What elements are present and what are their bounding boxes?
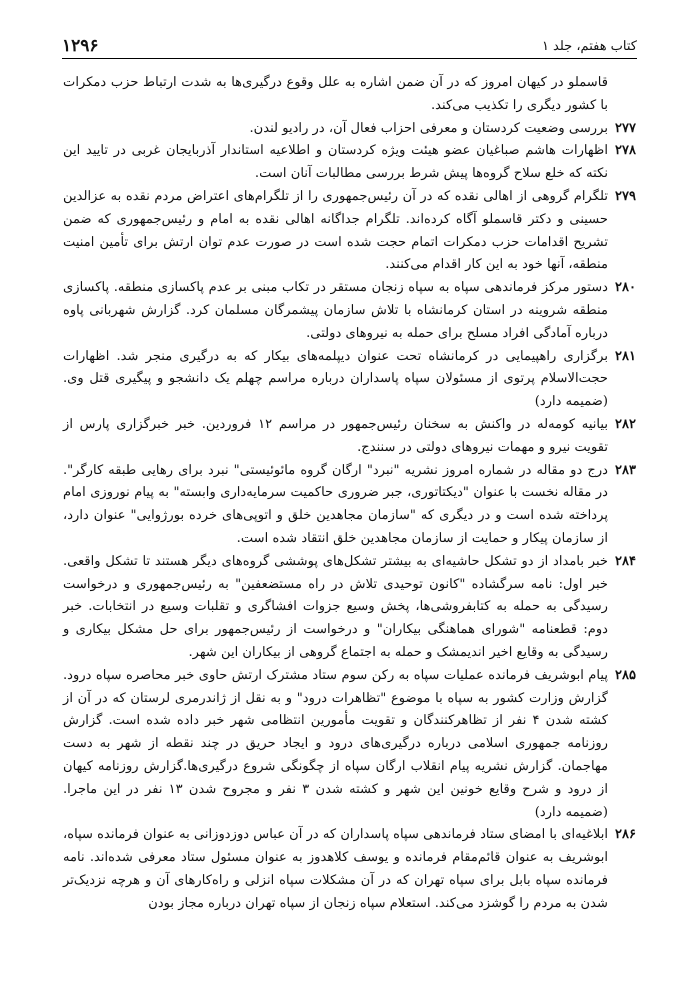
entry-text: تلگرام گروهی از اهالی نقده که در آن رئیس‌جمهوری را از تلگرام‌های اعتراض مردم نقده به عزالدین حسینی و دکتر قاسملو آگاه کرده‌اند. تلگرام جداگانه اهالی نقده به امام و رئیس‌جمهوری که ضمن تشریح اقدامات حزب دمکرات اتمام حجت شده است در صورت عدم توان ارتش برای تأمین امنیت منطقه، آنها خود به این کار اقدام می‌کنند. (63, 188, 608, 273)
entry-text: خبر بامداد از دو تشکل حاشیه‌ای به بیشتر تشکل‌های پوششی گروه‌های دیگر هستند تا تشکل واقعی. خبر اول: نامه سرگشاده "کانون توحیدی تلاش در راه مستضعفین" به رئیس‌جمهوری و درخواست رسیدگی به حمله به کتابفروشی‌ها، پخش وسیع جزوات افشاگری و تقلبات وسیع در انتخابات. خبر دوم: قطعنامه "شورای هماهنگی بیکاران" و درخواست از رئیس‌جمهور برای حل مشکل بیکاری و رسیدگی به وقایع اخیر اندیمشک و حمله به اجتماع گروهی از بیکاران این شهر. (63, 553, 608, 660)
entry-text: قاسملو در کیهان امروز که در آن ضمن اشاره به علل وقوع درگیری‌ها به شدت ارتباط حزب دمکرات با کشور دیگری را تکذیب می‌کند. (63, 75, 608, 113)
book-title: کتاب هفتم، جلد ۱ (541, 39, 637, 54)
entry-283 (63, 460, 636, 551)
entry-text: درج دو مقاله در شماره امروز نشریه "نبرد" ارگان گروه مائوئیستی" نبرد برای رهایی طبقه کارگر". در مقاله نخست با عنوان "دیکتاتوری، جبر ضروری حاکمیت سرمایه‌داری وابسته" به پیام نوروزی امام پرداخته شده است و در دیگری که "سازمان مجاهدین خلق و اتوپی‌های خرده بورژوایی" عنوان دارد، از سازمان پیکار و حمایت از سازمان مجاهدین خلق انتقاد شده است. (63, 462, 608, 546)
entry-number: ۲۸۳ (615, 462, 636, 478)
entry-number: ۲۸۰ (615, 280, 636, 296)
entry-continued (63, 72, 636, 118)
entry-286 (63, 824, 636, 915)
entry-number: ۲۷۹ (615, 188, 636, 204)
entry-text: ابلاغیه‌ای با امضای ستاد فرماندهی سپاه پاسداران که در آن عباس دوزدوزانی به عنوان فرمانده سپاه، ابوشریف به عنوان قائم‌مقام فرمانده و یوسف کلاهدوز به عنوان مسئول ستاد معرفی شده‌اند. نامه فرمانده سپاه بابل برای سپاه تهران که در آن مشکلات سپاه انزلی و راه‌کارهای آن و هرچه نزدیک‌تر شدن به مردم را گوشزد می‌کند. استعلام سپاه زنجان از سپاه تهران درباره مجاز بودن (63, 827, 608, 911)
entry-text: بیانیه کومه‌له در واکنش به سخنان رئیس‌جمهور در مراسم ۱۲ فروردین. خبر خبرگزاری پارس از تقویت نیرو و مهمات نیروهای دولتی در سنندج. (63, 416, 609, 455)
entry-text: پیام ابوشریف فرمانده عملیات سپاه به رکن سوم ستاد مشترک ارتش حاوی خبر محاصره سپاه درود. گزارش وزارت کشور به سپاه با موضوع "تظاهرات درود" و به نقل از ژاندرمری لرستان که در آن از کشته شدن ۴ نفر از تظاهرکنندگان و تقویت مأمورین انتظامی شهر خبر داده شده است. گزارش روزنامه جمهوری اسلامی درباره درگیری‌های درود و ایجاد حریق در چند نقطه از شهر به دست مهاجمان. گزارش نشریه پیام انقلاب ارگان سپاه از چگونگی شروع درگیری‌ها.گزارش روزنامه کیهان از درود و شرح وقایع خونین این شهر و کشته شدن ۳ نفر و مجروح شدن ۱۳ نفر در این ماجرا.(ضمیمه دارد) (63, 667, 609, 820)
entry-number: ۲۸۱ (615, 348, 636, 364)
entry-277 (63, 118, 636, 141)
entry-281 (63, 346, 636, 414)
entry-number: ۲۸۶ (615, 827, 636, 843)
entry-text: دستور مرکز فرماندهی سپاه به سپاه زنجان مستقر در تکاب مبنی بر عدم پاکسازی منطقه. پاکسازی منطقه شروینه در استان کرمانشاه با تلاش سازمان پیشمرگان مسلمان کرد. گزارش شهربانی پاوه درباره آمادگی افراد مسلح برای حمله به نیروهای دولتی. (63, 280, 608, 341)
page-number: ۱۲۹۶ (62, 36, 99, 56)
entry-number: ۲۸۴ (615, 553, 636, 569)
entry-text: بررسی وضعیت کردستان و معرفی احزاب فعال آن، در رادیو لندن. (249, 120, 608, 136)
entry-278 (63, 140, 636, 186)
running-header (62, 30, 637, 59)
entry-number: ۲۸۵ (615, 667, 636, 683)
entry-number: ۲۷۷ (615, 120, 636, 136)
entry-285 (63, 665, 636, 825)
entry-279 (63, 186, 636, 277)
entry-282 (63, 414, 636, 460)
entry-text: برگزاری راهپیمایی در کرمانشاه تحت عنوان دیپلمه‌های بیکار که به درگیری منجر شد. اظهارات حجت‌الاسلام پرتوی از مسئولان سپاه پاسداران درباره مراسم چهلم یک دانشجو و پیگیری قتل وی.(ضمیمه دارد) (63, 348, 608, 410)
entry-number: ۲۸۲ (615, 416, 636, 432)
entry-280 (63, 277, 636, 345)
entry-list (63, 72, 636, 915)
entry-number: ۲۷۸ (615, 143, 636, 159)
entry-284 (63, 551, 636, 665)
entry-text: اظهارات هاشم صباغیان عضو هیئت ویژه کردستان و اطلاعیه استاندار آذربایجان غربی در تایید این نکته که خلع سلاح گروه‌ها پیش شرط بررسی مطالبات آنان است. (63, 143, 608, 182)
